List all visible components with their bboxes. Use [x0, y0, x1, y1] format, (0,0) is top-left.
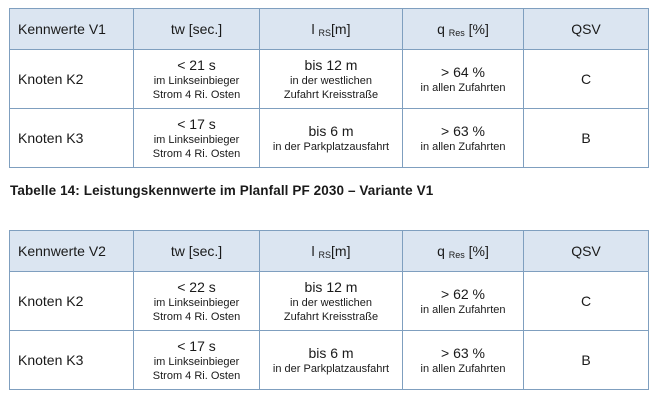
header-qres-symbol: q: [437, 20, 445, 37]
header-lrs-unit: [m]: [331, 242, 351, 259]
header-lrs-symbol: l: [311, 20, 315, 37]
lrs-value: bis 6 m: [308, 122, 354, 139]
tw-value: < 22 s: [177, 278, 216, 295]
tw-note-2: Strom 4 Ri. Osten: [152, 310, 241, 323]
kennwerte-table-v2: [9, 230, 649, 390]
tw-note-1: im Linkseinbieger: [153, 355, 240, 368]
lrs-note-1: in der Parkplatzausfahrt: [272, 140, 390, 153]
header-tw: tw [sec.]: [134, 9, 260, 50]
cell-qres: [403, 331, 524, 390]
row-name: Knoten K3: [10, 109, 134, 168]
tw-note-1: im Linkseinbieger: [153, 296, 240, 309]
table-row: [10, 50, 649, 109]
cell-qres: [403, 109, 524, 168]
lrs-value: bis 12 m: [304, 56, 358, 73]
qres-note: in allen Zufahrten: [420, 81, 506, 94]
qres-note: in allen Zufahrten: [420, 303, 506, 316]
header-qres: [403, 9, 524, 50]
tw-note-1: im Linkseinbieger: [153, 133, 240, 146]
tw-value: < 17 s: [177, 337, 216, 354]
header-tw: tw [sec.]: [134, 231, 260, 272]
cell-qsv: B: [524, 331, 649, 390]
header-qsv: QSV: [524, 231, 649, 272]
header-qres-symbol: q: [437, 242, 445, 259]
tw-value: < 17 s: [177, 115, 216, 132]
cell-qsv: C: [524, 272, 649, 331]
qres-value: > 64 %: [441, 63, 485, 80]
cell-tw: [134, 109, 260, 168]
cell-tw: [134, 272, 260, 331]
cell-lrs: [260, 272, 403, 331]
table-row: [10, 331, 649, 390]
cell-qres: [403, 50, 524, 109]
header-lrs-subscript: RS: [318, 249, 332, 260]
lrs-note-2: Zufahrt Kreisstraße: [283, 88, 379, 101]
header-kennwerte: Kennwerte V1: [10, 9, 134, 50]
tw-note-2: Strom 4 Ri. Osten: [152, 369, 241, 382]
header-lrs-subscript: RS: [318, 27, 332, 38]
header-qsv: QSV: [524, 9, 649, 50]
lrs-note-1: in der Parkplatzausfahrt: [272, 362, 390, 375]
header-lrs: [260, 231, 403, 272]
cell-qres: [403, 272, 524, 331]
cell-tw: [134, 50, 260, 109]
tw-note-1: im Linkseinbieger: [153, 74, 240, 87]
lrs-note-1: in der westlichen: [290, 74, 372, 87]
header-lrs-unit: [m]: [331, 20, 351, 37]
lrs-note-1: in der westlichen: [290, 296, 372, 309]
cell-lrs: [260, 331, 403, 390]
header-qres-subscript: Res: [448, 27, 465, 38]
header-lrs: [260, 9, 403, 50]
cell-lrs: [260, 50, 403, 109]
qres-value: > 63 %: [441, 122, 485, 139]
header-qres: [403, 231, 524, 272]
header-qres-unit: [%]: [468, 242, 489, 259]
table-header-row: [10, 231, 649, 272]
table-caption: Tabelle 14: Leistungskennwerte im Planfall PF 2030 – Variante V1: [10, 183, 434, 198]
cell-qsv: C: [524, 50, 649, 109]
tw-note-2: Strom 4 Ri. Osten: [152, 88, 241, 101]
row-name: Knoten K2: [10, 50, 134, 109]
qres-value: > 63 %: [441, 344, 485, 361]
header-kennwerte: Kennwerte V2: [10, 231, 134, 272]
lrs-value: bis 6 m: [308, 344, 354, 361]
table-row: [10, 109, 649, 168]
row-name: Knoten K3: [10, 331, 134, 390]
lrs-note-2: Zufahrt Kreisstraße: [283, 310, 379, 323]
qres-value: > 62 %: [441, 285, 485, 302]
qres-note: in allen Zufahrten: [420, 140, 506, 153]
cell-lrs: [260, 109, 403, 168]
lrs-value: bis 12 m: [304, 278, 358, 295]
header-qres-unit: [%]: [468, 20, 489, 37]
table-header-row: [10, 9, 649, 50]
row-name: Knoten K2: [10, 272, 134, 331]
tw-note-2: Strom 4 Ri. Osten: [152, 147, 241, 160]
cell-qsv: B: [524, 109, 649, 168]
qres-note: in allen Zufahrten: [420, 362, 506, 375]
header-lrs-symbol: l: [311, 242, 315, 259]
tw-value: < 21 s: [177, 56, 216, 73]
kennwerte-table-v1: [9, 8, 649, 168]
table-row: [10, 272, 649, 331]
cell-tw: [134, 331, 260, 390]
header-qres-subscript: Res: [448, 249, 465, 260]
